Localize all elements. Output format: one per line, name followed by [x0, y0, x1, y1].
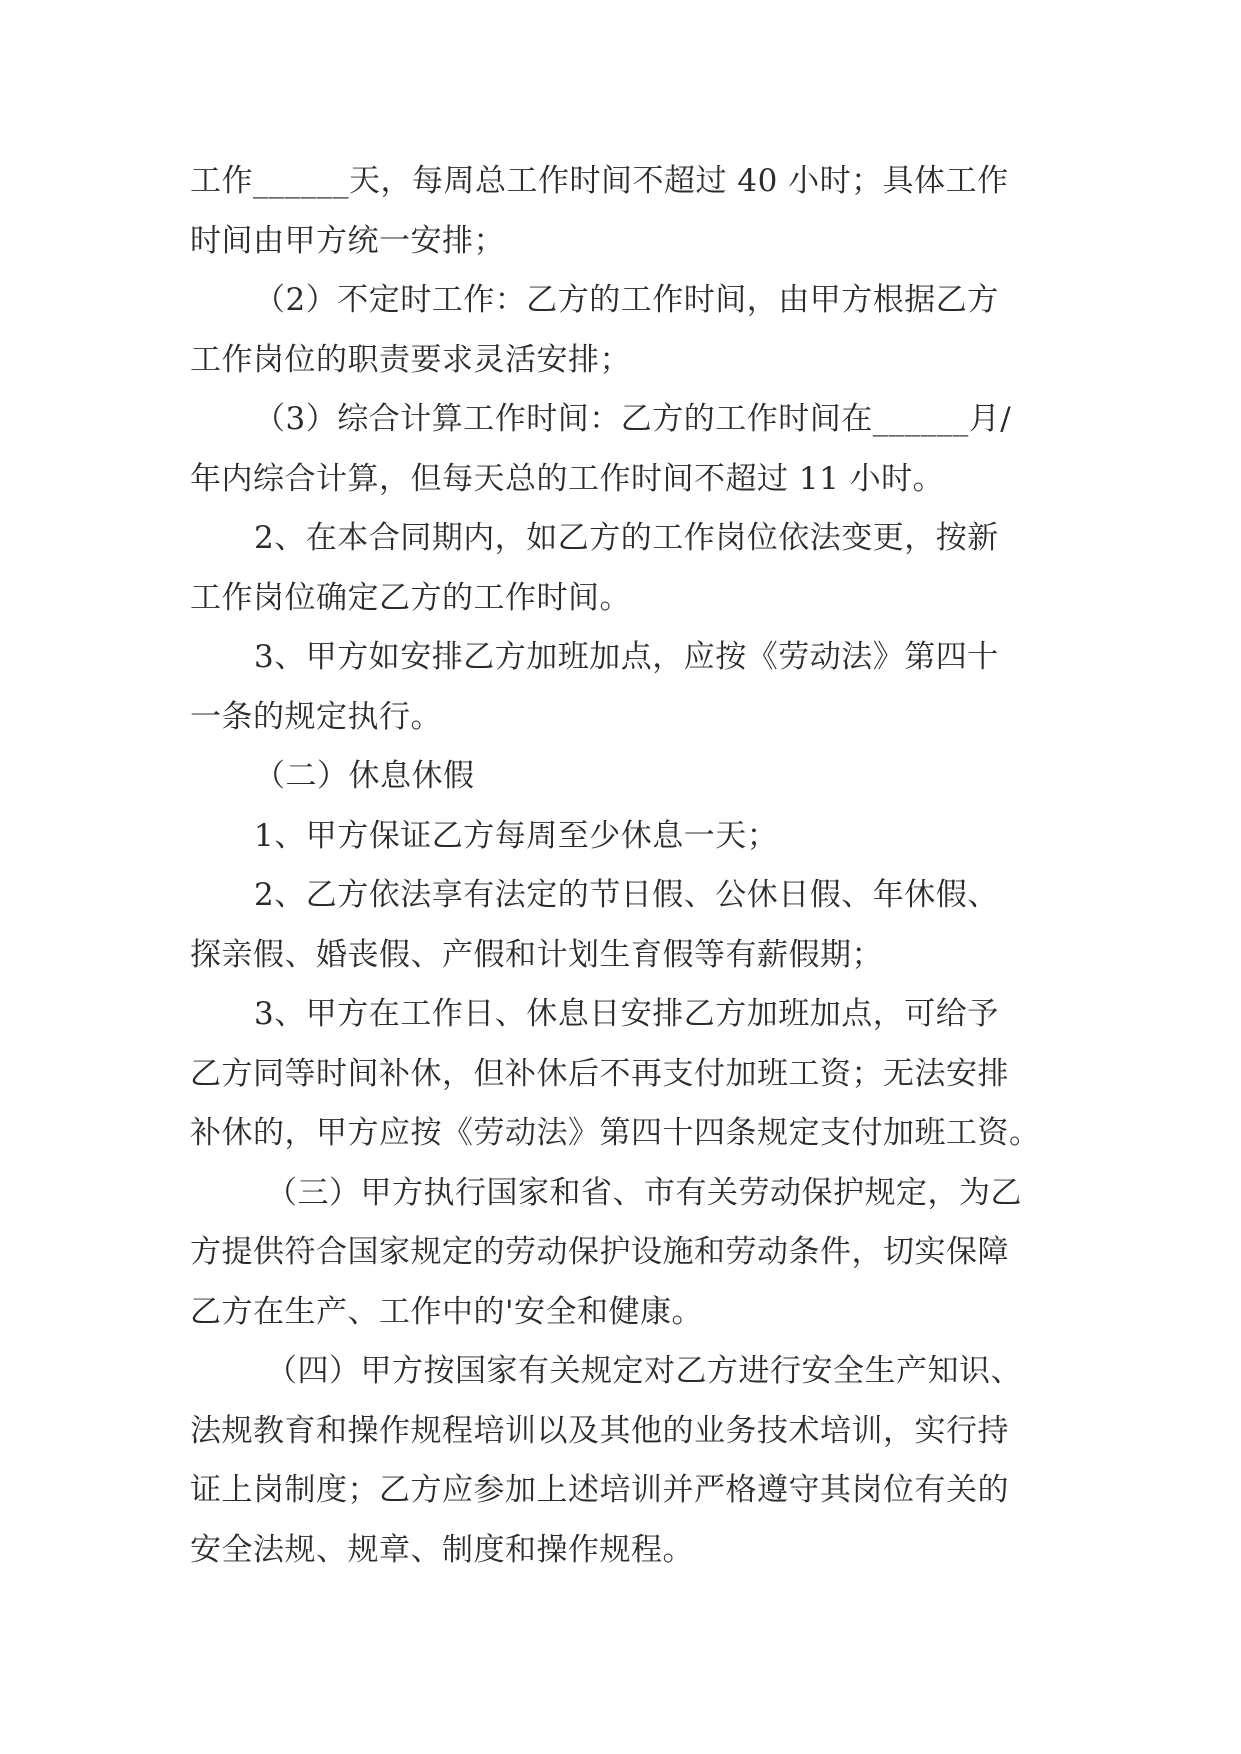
text-line: （四）甲方按国家有关规定对乙方进行安全生产知识、 — [266, 1353, 1022, 1389]
text-line: 安全法规、规章、制度和操作规程。 — [190, 1531, 694, 1568]
text-line: 补休的，甲方应按《劳动法》第四十四条规定支付加班工资。 — [190, 1115, 1041, 1151]
text-line: （3）综合计算工作时间：乙方的工作时间在______月/ — [254, 401, 1012, 437]
text-line: 3、甲方如安排乙方加班加点，应按《劳动法》第四十 — [254, 639, 999, 675]
text-line: 工作岗位确定乙方的工作时间。 — [190, 579, 631, 616]
text-line: 法规教育和操作规程培训以及其他的业务技术培训，实行持 — [190, 1412, 1009, 1449]
text-line: 乙方同等时间补休，但补休后不再支付加班工资；无法安排 — [190, 1055, 1009, 1092]
text-line: 方提供符合国家规定的劳动保护设施和劳动条件，切实保障 — [190, 1234, 1009, 1270]
text-line: （2）不定时工作：乙方的工作时间，由甲方根据乙方 — [254, 282, 999, 318]
text-line: 2、在本合同期内，如乙方的工作岗位依法变更，按新 — [254, 520, 999, 556]
text-line: 乙方在生产、工作中的'安全和健康。 — [190, 1293, 704, 1330]
document-body — [190, 152, 1070, 1580]
text-line: 工作______天，每周总工作时间不超过 40 小时；具体工作 — [190, 163, 1009, 199]
text-line: 年内综合计算，但每天总的工作时间不超过 11 小时。 — [190, 460, 945, 497]
text-line: 2、乙方依法享有法定的节日假、公休日假、年休假、 — [254, 877, 999, 913]
text-line: （二）休息休假 — [254, 758, 475, 794]
text-line: 3、甲方在工作日、休息日安排乙方加班加点，可给予 — [254, 996, 999, 1032]
text-line: 时间由甲方统一安排； — [190, 222, 505, 259]
text-line: 一条的规定执行。 — [190, 698, 442, 735]
text-line: 探亲假、婚丧假、产假和计划生育假等有薪假期； — [190, 936, 883, 973]
text-line: 证上岗制度；乙方应参加上述培训并严格遵守其岗位有关的 — [190, 1472, 1009, 1508]
text-line: （三）甲方执行国家和省、市有关劳动保护规定，为乙 — [266, 1174, 1022, 1211]
text-line: 1、甲方保证乙方每周至少休息一天； — [254, 817, 779, 854]
text-line: 工作岗位的职责要求灵活安排； — [190, 341, 631, 378]
